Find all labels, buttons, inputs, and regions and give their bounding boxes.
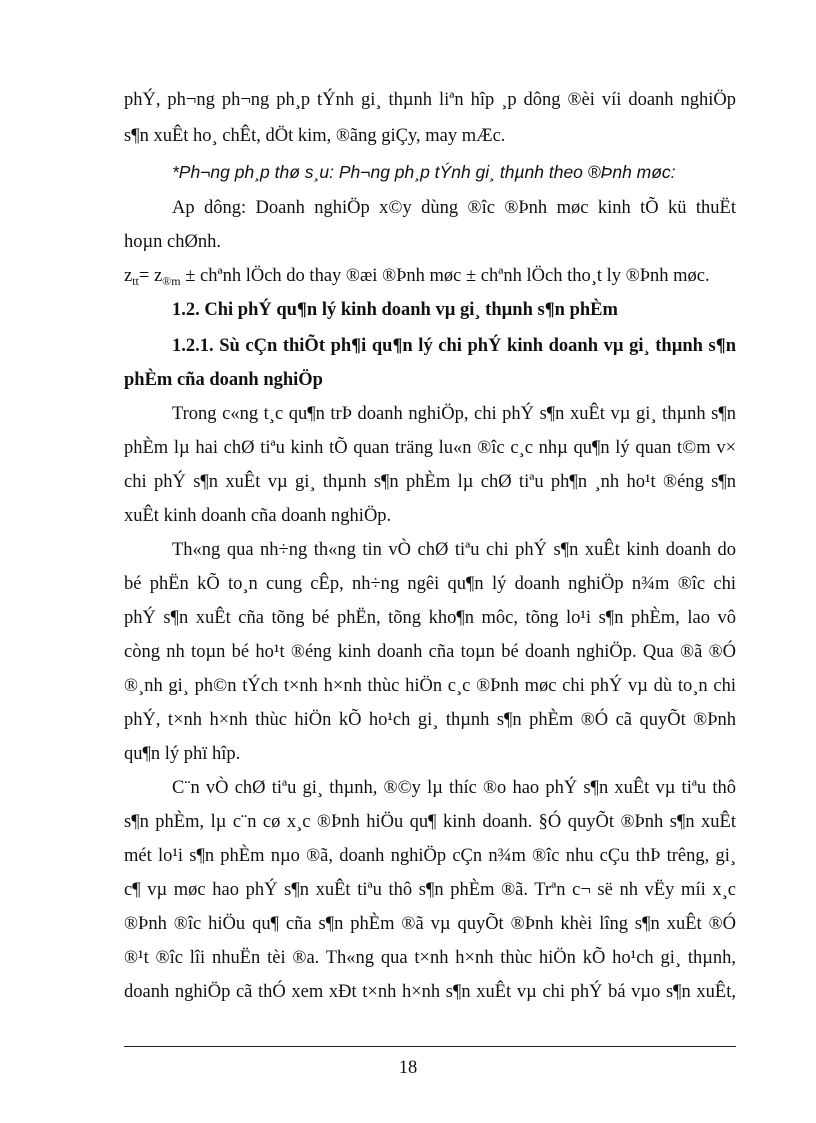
section-heading: 1.2. Chi phÝ qu¶n lý kinh doanh vµ gi¸ thµnh s¶n phÈm [172,300,618,320]
footer-divider [124,1046,736,1047]
formula-subscript: tt [132,274,139,288]
paragraph-line: hoµn chØnh. [124,232,221,252]
paragraph-line: C¨n vÒ chØ tiªu gi¸ thµnh, ®©y lµ thíc ®o hao phÝ s¶n xuÊt vµ tiªu thô [172,778,736,798]
paragraph-line: Trong c«ng t¸c qu¶n trÞ doanh nghiÖp, chi phÝ s¶n xuÊt vµ gi¸ thµnh s¶n [172,404,736,424]
paragraph-line: s¶n xuÊt ho¸ chÊt, dÖt kim, ®ãng giÇy, may mÆc. [124,126,506,146]
paragraph-line: phÝ, t×nh h×nh thùc hiÖn kÕ ho¹ch gi¸ thµnh s¶n phÈm ®Ó cã quyÕt ®Þnh [124,710,736,730]
paragraph-line: phÝ s¶n xuÊt cña tõng bé phËn, tõng kho¶n môc, tõng lo¹i s¶n phÈm, lao vô [124,608,736,628]
formula-equals: = z [138,266,163,286]
method-heading: *Ph¬ng ph¸p thø s¸u: Ph¬ng ph¸p tÝnh gi¸ thµnh theo ®Þnh møc: [172,162,676,182]
paragraph-line: phÝ, ph¬ng ph¬ng ph¸p tÝnh gi¸ thµnh liªn hîp ¸p dông ®èi víi doanh nghiÖp [124,90,736,110]
paragraph-line: ®¸nh gi¸ ph©n tÝch t×nh h×nh thùc hiÖn c¸c ®Þnh møc chi phÝ vµ dù to¸n chi [124,676,736,696]
paragraph-line: mét lo¹i s¶n phÈm nµo ®ã, doanh nghiÖp cÇn n¾m ®îc nhu cÇu thÞ trêng, gi¸ [124,846,736,866]
paragraph-line: phÈm lµ hai chØ tiªu kinh tÕ quan träng lu«n ®îc c¸c nhµ qu¶n lý quan t©m v× [124,438,736,458]
paragraph-line: xuÊt kinh doanh cña doanh nghiÖp. [124,506,392,526]
paragraph-line: chi phÝ s¶n xuÊt vµ gi¸ thµnh s¶n phÈm lµ chØ tiªu ph¶n ¸nh ho¹t ®éng s¶n [124,472,736,492]
formula-text: ± chªnh lÖch do thay ®æi ®Þnh møc ± chªnh lÖch tho¸t ly ®Þnh møc. [185,266,710,286]
paragraph-line: c¶ vµ møc hao phÝ s¶n xuÊt tiªu thô s¶n phÈm ®ã. Trªn c¬ së nh vËy míi x¸c [124,880,736,900]
paragraph-line: còng nh toµn bé ho¹t ®éng kinh doanh cña toµn bé doanh nghiÖp. Qua ®ã ®Ó [124,642,736,662]
formula-line [124,264,710,293]
paragraph-line: qu¶n lý phï hîp. [124,744,241,764]
paragraph-line: Ap dông: Doanh nghiÖp x©y dùng ®îc ®Þnh møc kinh tÕ kü thuËt [172,198,736,218]
paragraph-line: bé phËn kÕ to¸n cung cÊp, nh÷ng ngêi qu¶n lý doanh nghiÖp n¾m ®îc chi [124,574,736,594]
subsection-heading: 1.2.1. Sù cÇn thiÕt ph¶i qu¶n lý chi phÝ kinh doanh vµ gi¸ thµnh s¶n [172,336,736,356]
formula-subscript: ®m [162,274,181,288]
page-number: 18 [398,1058,418,1078]
paragraph-line: doanh nghiÖp cã thÓ xem xÐt t×nh h×nh s¶n xuÊt vµ chi phÝ bá vµo s¶n xuÊt, [124,982,736,1002]
paragraph-line: ®¹t ®îc lîi nhuËn tèi ®a. Th«ng qua t×nh h×nh thùc hiÖn kÕ ho¹ch gi¸ thµnh, [124,948,736,968]
paragraph-line: Th«ng qua nh÷ng th«ng tin vÒ chØ tiªu chi phÝ s¶n xuÊt kinh doanh do [172,540,736,560]
paragraph-line: s¶n phÈm, lµ c¨n cø x¸c ®Þnh hiÖu qu¶ kinh doanh. §Ó quyÕt ®Þnh s¶n xuÊt [124,812,736,832]
subsection-heading: phÈm cña doanh nghiÖp [124,370,323,390]
paragraph-line: ®Þnh ®îc hiÖu qu¶ cña s¶n phÈm ®ã vµ quyÕt ®Þnh khèi lîng s¶n xuÊt ®Ó [124,914,736,934]
formula-symbol: z [124,266,133,286]
